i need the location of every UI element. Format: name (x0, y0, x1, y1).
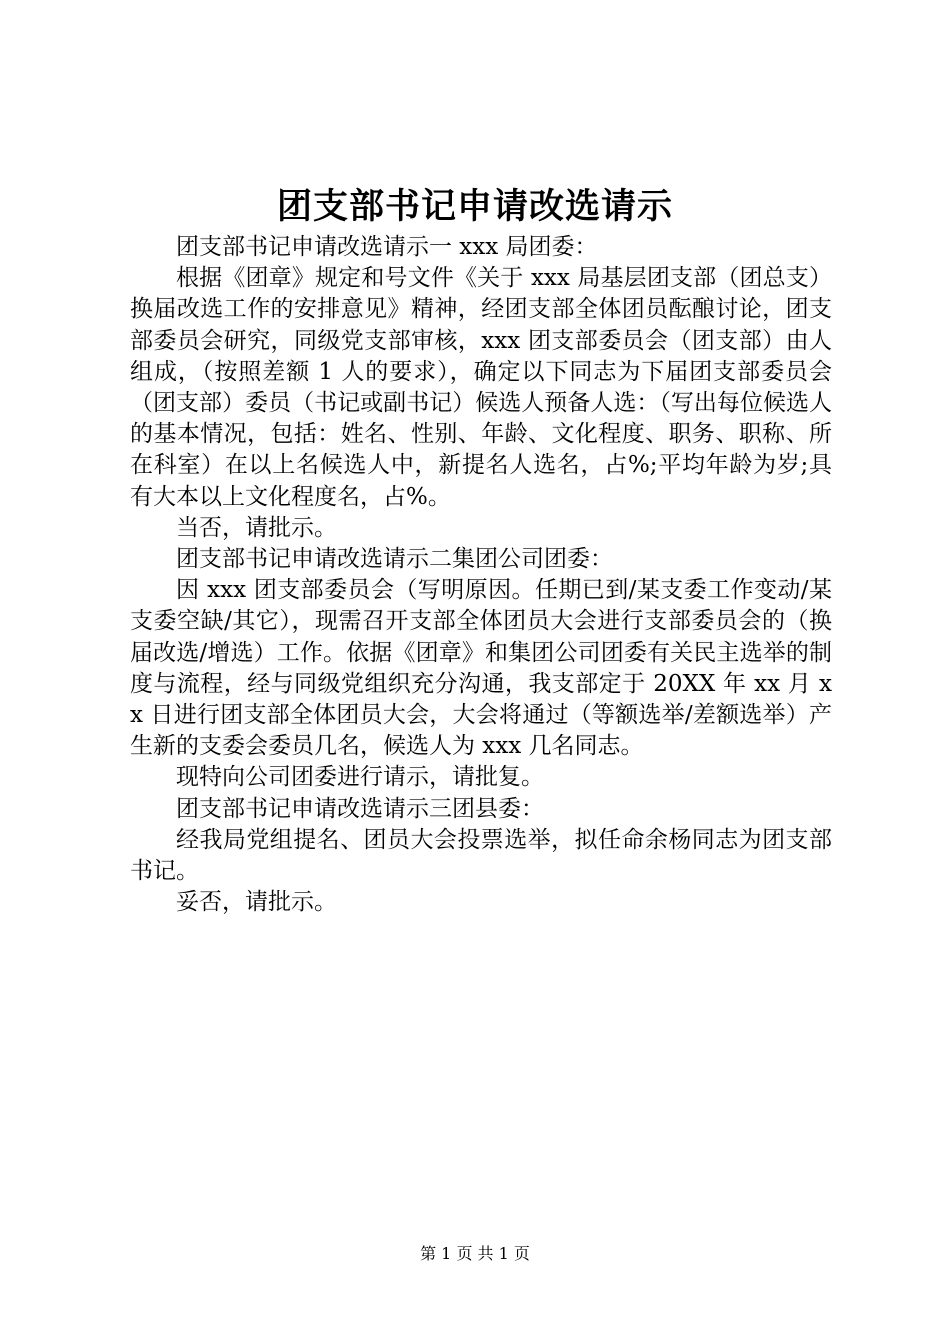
paragraph-2: 根据《团章》规定和号文件《关于 xxx 局基层团支部（团总支）换届改选工作的安排意见》精神，经团支部全体团员酝酿讨论，团支部委员会研究，同级党支部审核，xxx 团支部委员会（团支部）由人组成，（按照差额 1 人的要求），确定以下同志为下届团支部委员会（团支部）委员（书记或副书记）候选人预备人选：（写出每位候选人的基本情况，包括：姓名、性别、年龄、文化程度、职务、职称、所在科室）在以上名候选人中，新提名人选名，占%;平均年龄为岁;具有大本以上文化程度名，占%。 (130, 265, 832, 510)
paragraph-4: 团支部书记申请改选请示二集团公司团委： (176, 546, 613, 573)
paragraph-1: 团支部书记申请改选请示一 xxx 局团委： (176, 234, 598, 260)
paragraph-5: 因 xxx 团支部委员会（写明原因。任期已到/某支委工作变动/某支委空缺/其它），现需召开支部全体团员大会进行支部委员会的（换届改选/增选）工作。依据《团章》和集团公司团委有关民主选举的制度与流程，经与同级党组织充分沟通，我支部定于 20XX 年 xx 月 xx 日进行团支部全体团员大会，大会将通过（等额选举/差额选举）产生新的支委会委员几名，候选人为 xxx 几名同志。 (130, 577, 832, 760)
document-title: 团支部书记申请改选请示 (276, 186, 673, 227)
paragraph-6: 现特向公司团委进行请示，请批复。 (176, 764, 544, 791)
document-body (130, 232, 832, 918)
paragraph-3: 当否，请批示。 (176, 514, 337, 541)
paragraph-9: 妥否，请批示。 (176, 889, 337, 916)
paragraph-8: 经我局党组提名、团员大会投票选举，拟任命余杨同志为团支部书记。 (130, 826, 832, 885)
page-footer: 第 1 页 共 1 页 (420, 1244, 530, 1263)
paragraph-7: 团支部书记申请改选请示三团县委： (176, 795, 544, 822)
